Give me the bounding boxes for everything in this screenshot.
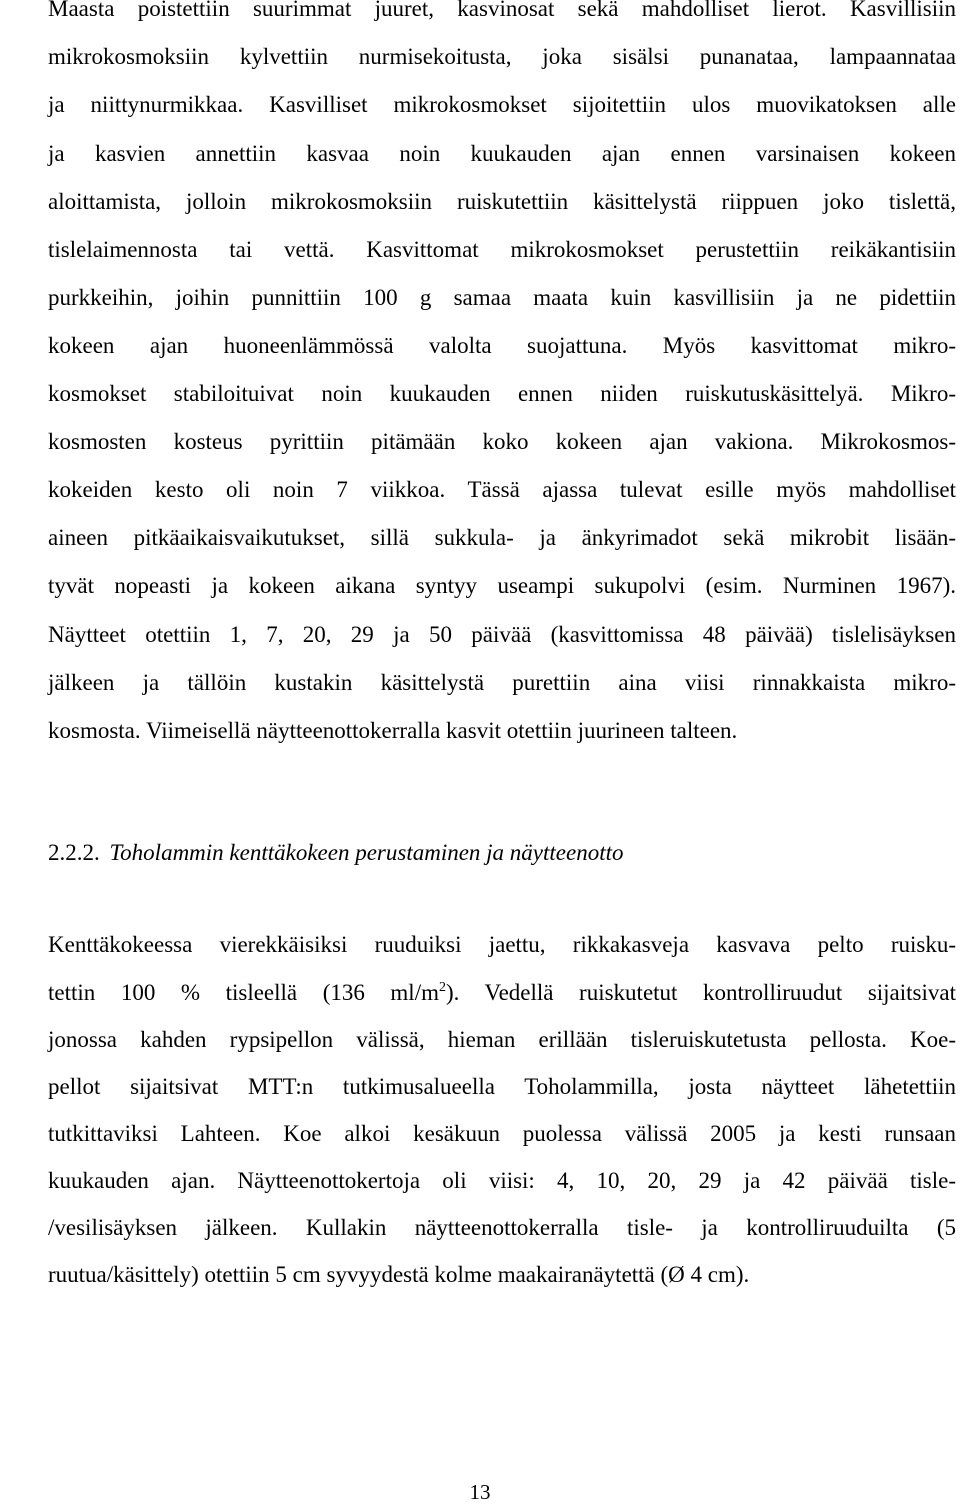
section-heading	[48, 838, 624, 868]
paragraph-1-line-11: kokeiden kesto oli noin 7 viikkoa. Tässä ajassa tulevat esille myös mahdolliset	[48, 477, 956, 502]
paragraph-1-line-1: Maasta poistettiin suurimmat juuret, kasvinosat sekä mahdolliset lierot. Kasvillisiin	[48, 0, 956, 21]
paragraph-2-line-4: pellot sijaitsivat MTT:n tutkimusalueella Toholammilla, josta näytteet lähetettiin	[48, 1074, 956, 1099]
paragraph-1-line-2: mikrokosmoksiin kylvettiin nurmisekoitusta, joka sisälsi punanataa, lampaannataa	[48, 44, 956, 69]
paragraph-1-line-5: aloittamista, jolloin mikrokosmoksiin ruiskutettiin käsittelystä riippuen joko tislettä,	[48, 189, 956, 214]
paragraph-2-line-3: jonossa kahden rypsipellon välissä, hieman erillään tisleruiskutetusta pellosta. Koe-	[48, 1027, 956, 1052]
superscript-exponent: 2	[438, 980, 446, 995]
section-title: Toholammin kenttäkokeen perustaminen ja näytteenotto	[109, 840, 624, 865]
paragraph-1-line-6: tislelaimennosta tai vettä. Kasvittomat mikrokosmokset perustettiin reikäkantisiin	[48, 237, 956, 262]
paragraph-2-line-5: tutkittaviksi Lahteen. Koe alkoi kesäkuun puolessa välissä 2005 ja kesti runsaan	[48, 1121, 956, 1146]
paragraph-1-line-15: jälkeen ja tällöin kustakin käsittelystä purettiin aina viisi rinnakkaista mikro-	[48, 670, 956, 695]
paragraph-1-line-13: tyvät nopeasti ja kokeen aikana syntyy useampi sukupolvi (esim. Nurminen 1967).	[48, 573, 956, 598]
paragraph-1-line-10: kosmosten kosteus pyrittiin pitämään koko kokeen ajan vakiona. Mikrokosmos-	[48, 429, 956, 454]
paragraph-1-line-16: kosmosta. Viimeisellä näytteenottokerralla kasvit otettiin juurineen talteen.	[48, 718, 738, 743]
paragraph-1-line-12: aineen pitkäaikaisvaikutukset, sillä sukkula- ja änkyrimadot sekä mikrobit lisään-	[48, 525, 956, 550]
paragraph-1-line-7: purkkeihin, joihin punnittiin 100 g samaa maata kuin kasvillisiin ja ne pidettiin	[48, 285, 956, 310]
paragraph-1-line-4: ja kasvien annettiin kasvaa noin kuukauden ajan ennen varsinaisen kokeen	[48, 141, 956, 166]
paragraph-2-line-2	[48, 978, 956, 1008]
page-number: 13	[469, 1480, 491, 1504]
paragraph-2-line-7: /vesilisäyksen jälkeen. Kullakin näytteenottokerralla tisle- ja kontrolliruuduilta (5	[48, 1215, 956, 1240]
paragraph-1-line-3: ja niittynurmikkaa. Kasvilliset mikrokosmokset sijoitettiin ulos muovikatoksen alle	[48, 92, 956, 117]
paragraph-1-line-8: kokeen ajan huoneenlämmössä valolta suojattuna. Myös kasvittomat mikro-	[48, 333, 956, 358]
paragraph-1-line-9: kosmokset stabiloituivat noin kuukauden ennen niiden ruiskutuskäsittelyä. Mikro-	[48, 381, 956, 406]
line-2-text-before: tettin 100 % tisleellä (136 ml/m	[48, 980, 439, 1005]
section-number: 2.2.2.	[48, 840, 100, 865]
line-2-text-after: ). Vedellä ruiskutetut kontrolliruudut sijaitsivat	[445, 980, 956, 1005]
paragraph-2-line-8: ruutua/käsittely) otettiin 5 cm syvyydestä kolme maakairanäytettä (Ø 4 cm).	[48, 1262, 750, 1287]
paragraph-1-line-14: Näytteet otettiin 1, 7, 20, 29 ja 50 päivää (kasvittomissa 48 päivää) tislelisäyksen	[48, 622, 956, 647]
paragraph-2-line-6: kuukauden ajan. Näytteenottokertoja oli viisi: 4, 10, 20, 29 ja 42 päivää tisle-	[48, 1168, 956, 1193]
paragraph-2-line-1: Kenttäkokeessa vierekkäisiksi ruuduiksi jaettu, rikkakasveja kasvava pelto ruisku-	[48, 932, 956, 957]
